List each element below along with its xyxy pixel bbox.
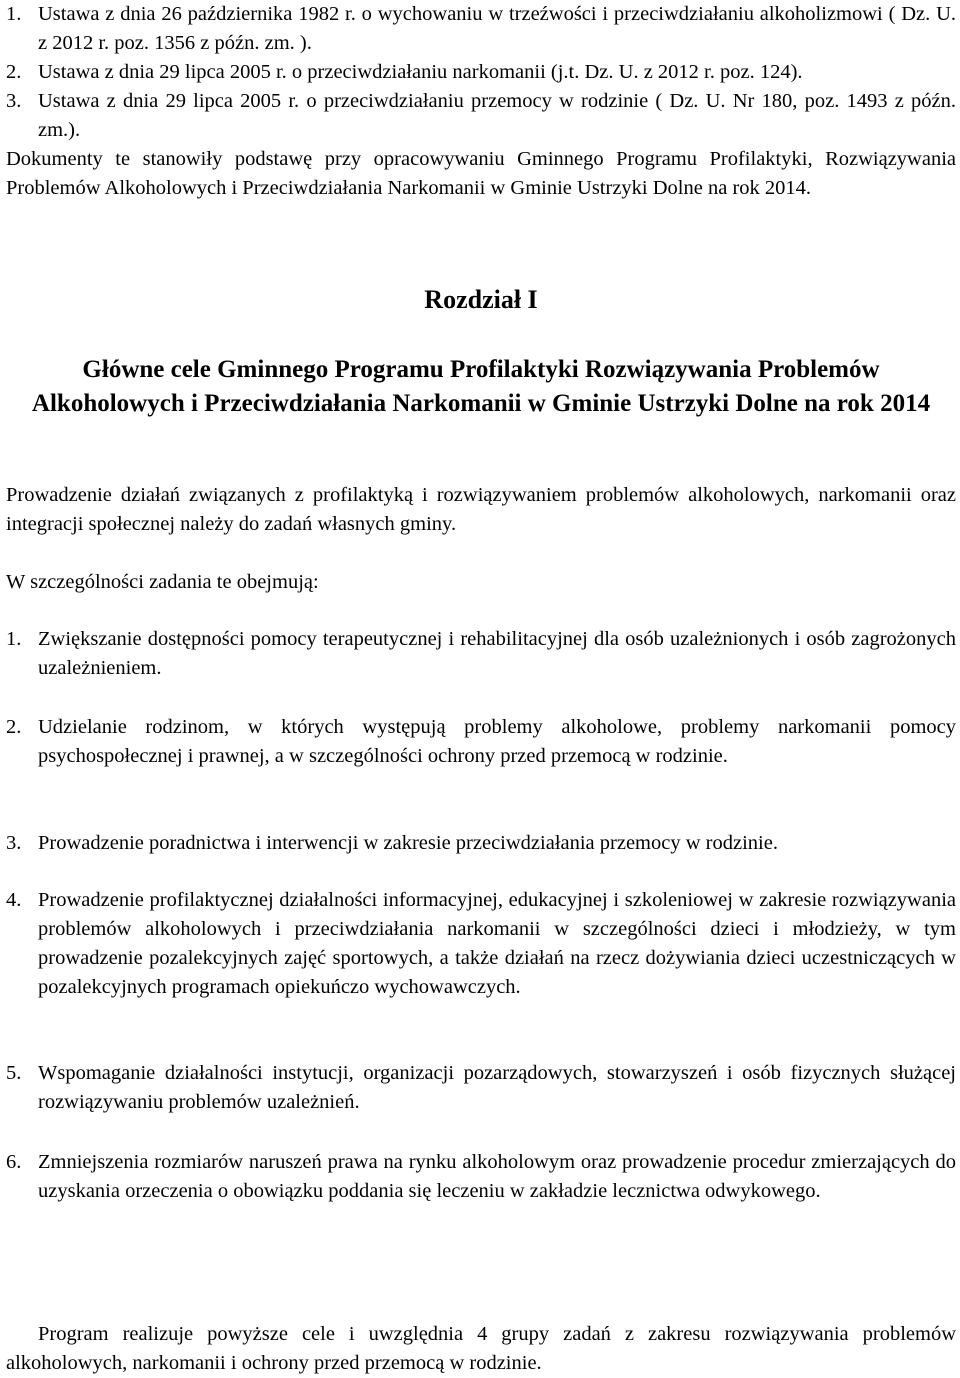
law-item-number: 1. (6, 3, 22, 25)
task-item (6, 1148, 956, 1206)
task-number: 1. (6, 628, 22, 650)
task-item (6, 625, 956, 683)
law-item-number: 3. (6, 90, 22, 112)
law-item (6, 0, 956, 58)
task-text: Zwiększanie dostępności pomocy terapeutycznej i rehabilitacyjnej dla osób uzależnionych i osób zagrożonych uzależnieniem. (38, 628, 956, 679)
tasks-intro: W szczególności zadania te obejmują: (6, 571, 319, 593)
law-item-text: Ustawa z dnia 29 lipca 2005 r. o przeciwdziałaniu przemocy w rodzinie ( Dz. U. Nr 180, poz. 1493 z późn. zm.). (38, 90, 956, 141)
task-text: Wspomaganie działalności instytucji, organizacji pozarządowych, stowarzyszeń i osób fizycznych służącej rozwiązywaniu problemów uzależnień. (38, 1062, 956, 1113)
law-item-text: Ustawa z dnia 29 lipca 2005 r. o przeciwdziałaniu narkomanii (j.t. Dz. U. z 2012 r. poz. 124). (38, 61, 803, 83)
law-item (6, 87, 956, 145)
task-item (6, 713, 956, 771)
task-number: 3. (6, 832, 22, 854)
intro-paragraph: Dokumenty te stanowiły podstawę przy opracowywaniu Gminnego Programu Profilaktyki, Rozwiązywania Problemów Alkoholowych i Przeciwdziałania Narkomanii w Gminie Ustrzyki Dolne na rok 2014. (6, 148, 956, 199)
task-text: Udzielanie rodzinom, w których występują problemy alkoholowe, problemy narkomanii pomocy psychospołecznej i prawnej, a w szczególności ochrony przed przemocą w rodzinie. (38, 716, 956, 767)
law-item (6, 58, 956, 87)
law-item-text: Ustawa z dnia 26 października 1982 r. o wychowaniu w trzeźwości i przeciwdziałaniu alkoholizmowi ( Dz. U. z 2012 r. poz. 1356 z późn. zm. ). (38, 3, 956, 54)
goal-heading: Główne cele Gminnego Programu Profilaktyki Rozwiązywania Problemów Alkoholowych i Przeciwdziałania Narkomanii w Gminie Ustrzyki Dolne na rok 2014 (31, 356, 931, 417)
task-number: 6. (6, 1151, 22, 1173)
task-item (6, 1059, 956, 1117)
task-item (6, 886, 956, 1002)
closing-paragraph: Program realizuje powyższe cele i uwzględnia 4 grupy zadań z zakresu rozwiązywania problemów alkoholowych, narkomanii i ochrony przed przemocą w rodzinie. (6, 1323, 956, 1374)
task-text: Prowadzenie profilaktycznej działalności informacyjnej, edukacyjnej i szkoleniowej w zakresie rozwiązywania problemów alkoholowych i przeciwdziałania narkomanii w szczególności dzieci i młodzieży, w tym prowadzenie pozalekcyjnych zajęć sportowych, a także działań na rzecz dożywiania dzieci uczestniczących w pozalekcyjnych programach opiekuńczo wychowawczych. (38, 889, 956, 998)
lead-paragraph: Prowadzenie działań związanych z profilaktyką i rozwiązywaniem problemów alkoholowych, narkomanii oraz integracji społecznej należy do zadań własnych gminy. (6, 484, 956, 535)
chapter-title: Rozdział I (424, 285, 538, 314)
law-item-number: 2. (6, 61, 22, 83)
task-number: 2. (6, 716, 22, 738)
task-text: Prowadzenie poradnictwa i interwencji w zakresie przeciwdziałania przemocy w rodzinie. (38, 832, 778, 854)
task-number: 4. (6, 889, 22, 911)
task-item (6, 829, 956, 858)
legal-basis-list (6, 0, 956, 203)
task-number: 5. (6, 1062, 22, 1084)
task-text: Zmniejszenia rozmiarów naruszeń prawa na rynku alkoholowym oraz prowadzenie procedur zmierzających do uzyskania orzeczenia o obowiązku poddania się leczeniu w zakładzie lecznictwa odwykowego. (38, 1151, 956, 1202)
